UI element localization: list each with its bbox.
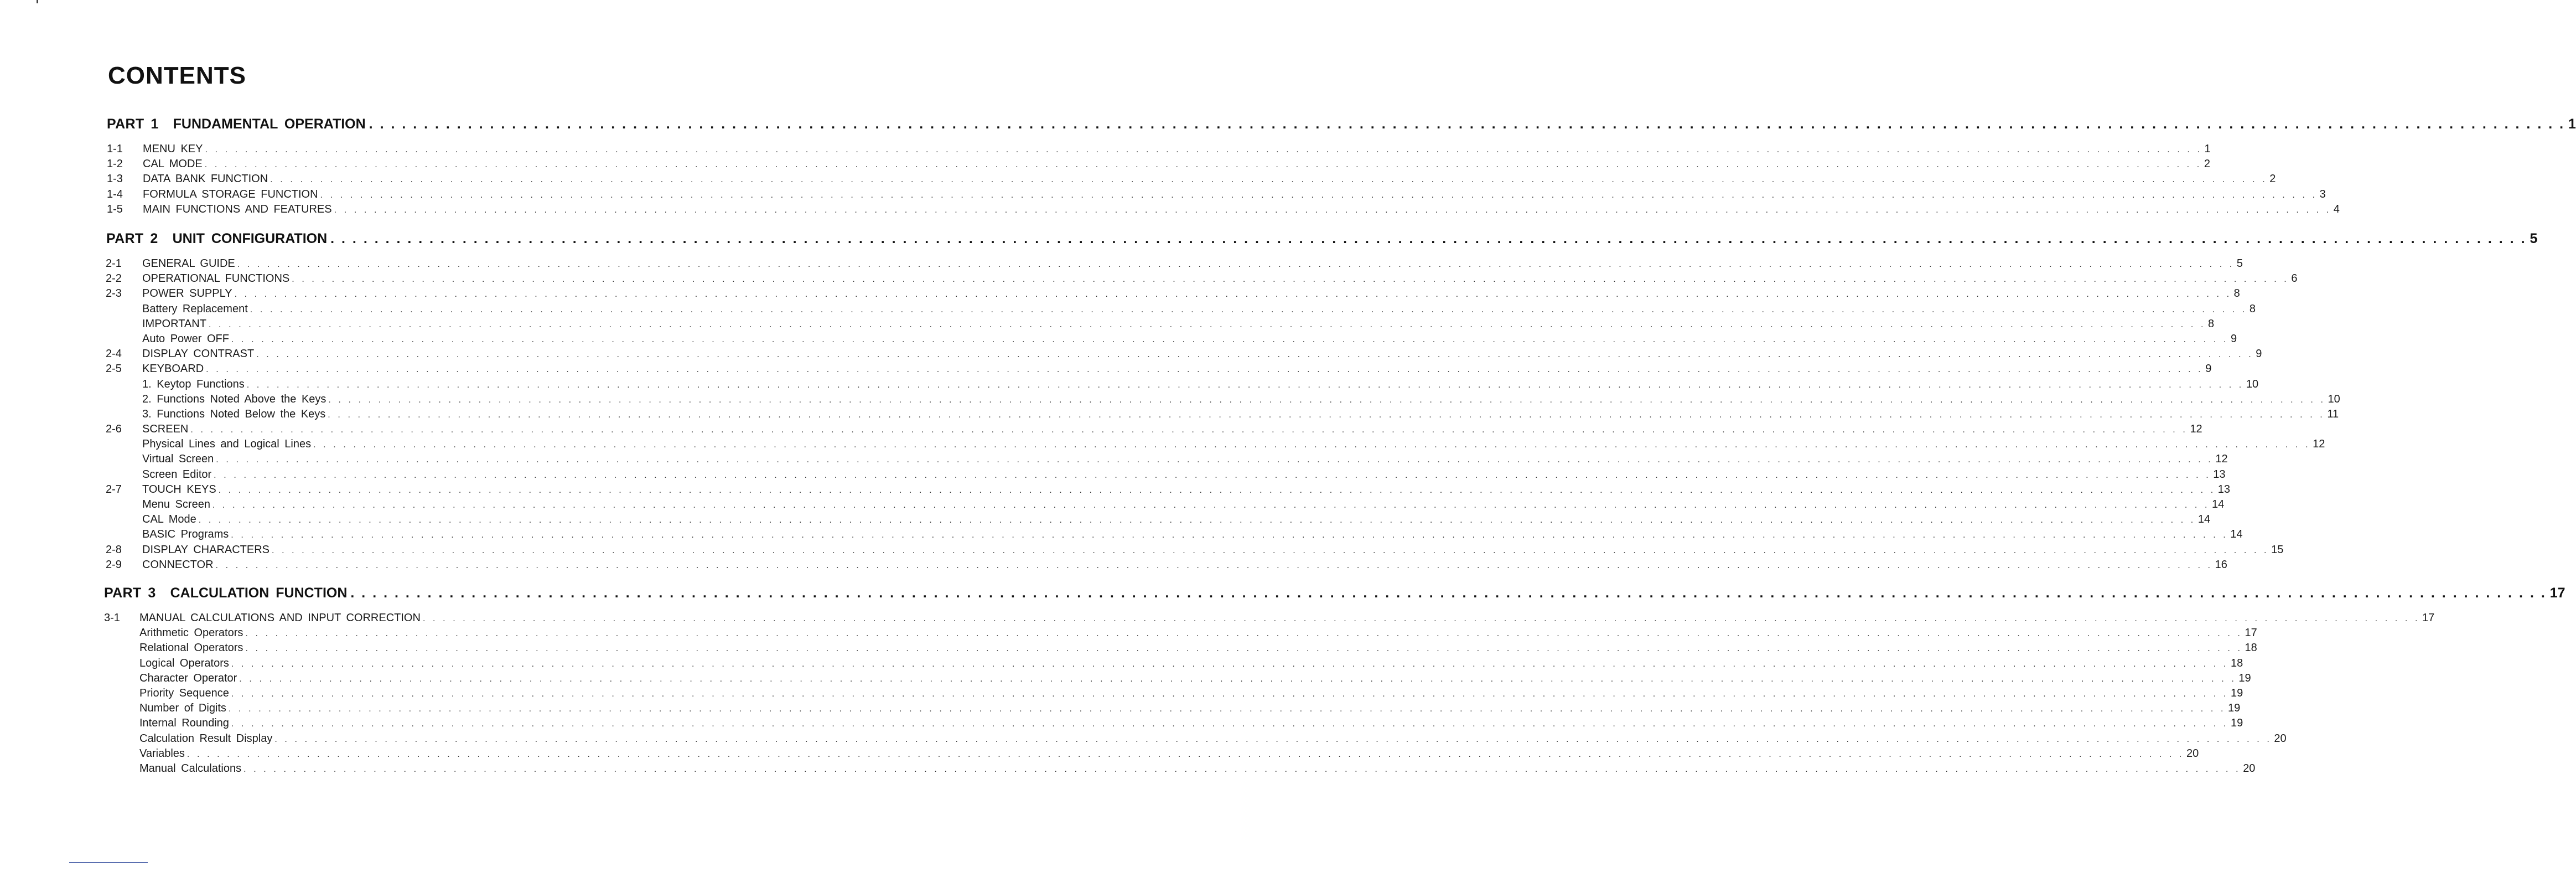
toc-entry bbox=[139, 687, 2243, 702]
entry-label: 3. Functions Noted Below the Keys bbox=[142, 407, 326, 420]
toc-entry bbox=[142, 302, 2256, 318]
toc-entry bbox=[142, 317, 2215, 333]
entry-page-number: 8 bbox=[2233, 287, 2240, 300]
dot-leader: . . . . . . . . . . . . . . . . . . . . . . . . . . . . . . . . . . . . . . . . . . . . . . . . . . . . . . . . . . . . . . . . . . . . . . . . . . . . . . . . . . . . . . . . . . . . . . . . . . . . . . . . . . . . . . . . . . . . . . . . . . . . . . . . . . . . . . . . . . . . . . . . . . . . . . . . . . . . . . . . . . . . . . . . . . . . . . . . . . . . . . . . . . . . . . . . . . . . . . . . bbox=[270, 175, 2268, 185]
dot-leader: . . . . . . . . . . . . . . . . . . . . . . . . . . . . . . . . . . . . . . . . . . . . . . . . . . . . . . . . . . . . . . . . . . . . . . . . . . . . . . . . . . . . . . . . . . . . . . . . . . . . . . . . . . . . . . . . . . . . . . . . . . . . . . . . . . . . . . . . . . . . . . . . . . . . . . . . . . . . . . . . . . . . . . . . . . . . . . . . . . . . . . . . . . . . . . . . . . . . . . . . bbox=[231, 689, 2228, 699]
section-number: 2-1 bbox=[106, 257, 122, 270]
toc-entry bbox=[142, 528, 2243, 543]
section-number: 2-9 bbox=[106, 558, 122, 571]
dot-leader: . . . . . . . . . . . . . . . . . . . . . . . . . . . . . . . . . . . . . . . . . . . . . . . . . . . . . . . . . . . . . . . . . . . . . . . . . . . . . . . . . . . . . . . . . . . . . . . . . . . . . . . . . . . . . . . . . . . . . . . . . . . . . . . . . . . . . . . . . . . . . . . . . . . . . . . . . . . . . . . . . . . . . . . . . . . . . . . . . . . . . . . . . . . . . . . . . . . . . . . . bbox=[328, 410, 2325, 420]
part-label bbox=[104, 585, 156, 601]
toc-entry bbox=[142, 332, 2237, 348]
entry-page-number: 2 bbox=[2269, 173, 2276, 185]
entry-page-number: 1 bbox=[2204, 143, 2211, 155]
entry-page-number: 2 bbox=[2204, 158, 2210, 171]
entry-label: FORMULA STORAGE FUNCTION bbox=[143, 188, 318, 200]
entry-page-number: 12 bbox=[2313, 438, 2325, 451]
entry-page-number: 17 bbox=[2245, 627, 2257, 639]
entry-page-number: 16 bbox=[2215, 558, 2227, 571]
part-label bbox=[107, 116, 159, 132]
section-number: 1-4 bbox=[107, 188, 123, 200]
entry-page-number: 4 bbox=[2333, 203, 2340, 215]
toc-entry bbox=[142, 468, 2226, 483]
toc-entry-list bbox=[0, 143, 2340, 218]
toc-entry bbox=[106, 348, 2262, 363]
toc-entry bbox=[107, 188, 2326, 203]
entry-page-number: 9 bbox=[2256, 348, 2262, 360]
entry-label: OPERATIONAL FUNCTIONS bbox=[142, 272, 290, 285]
part-word: PART bbox=[106, 231, 144, 246]
dot-leader: . . . . . . . . . . . . . . . . . . . . . . . . . . . . . . . . . . . . . . . . . . . . . . . . . . . . . . . . . . . . . . . . . . . . . . . . . . . . . . . . . . . . . . . . . . . . . . . . . . . . . . . . . . . . . . . . . . . . . . . . . . . . . . . . . . . . . . . . . . . . . . . . . . . . . . . . . . . . . . . . . . . . . . . . . . . . . . . . . . . . . . . . . . . . . . . . . . . . . . . . bbox=[214, 470, 2211, 480]
toc-entry bbox=[142, 393, 2340, 408]
entry-label: POWER SUPPLY bbox=[142, 287, 232, 300]
section-number: 2-6 bbox=[106, 423, 122, 436]
dot-leader: . . . . . . . . . . . . . . . . . . . . . . . . . . . . . . . . . . . . . . . . . . . . . . . . . . . . . . . . . . . . . . . . . . . . . . . . . . . . . . . . . . . . . . . . . . . . . . . . . . . . . . . . . . . . . . . . . . . . . . . . . . . . . . . . . . . . . . . . . . . . . . . . . . . . . . . . . . . . . . . . . . . . . . . . . . . . . . . . . . . . . . . . . . . . . . . . . . . . . . . . bbox=[186, 749, 2184, 759]
entry-page-number: 20 bbox=[2243, 762, 2256, 775]
part-page-number: 5 bbox=[2530, 231, 2538, 246]
entry-page-number: 6 bbox=[2291, 272, 2298, 285]
toc-entry bbox=[107, 173, 2276, 188]
toc-entry bbox=[106, 483, 2230, 498]
dot-leader: . . . . . . . . . . . . . . . . . . . . . . . . . . . . . . . . . . . . . . . . . . . . . . . . . . . . . . . . . . . . . . . . . . . . . . . . . . . . . . . . . . . . . . . . . . . . . . . . . . . . . . . . . . . . . . . . . . . . . . . . . . . . . . . . . . . . . . . . . . . . . . . . . . . . . . . . . . . . . . . . . . . . . . . . . . . . . . . . . . . . . . . . . . . . . . . . . . . . . . . . bbox=[231, 659, 2228, 669]
part-word: PART bbox=[107, 116, 144, 132]
entry-label: Variables bbox=[139, 747, 185, 760]
entry-label: Physical Lines and Logical Lines bbox=[142, 438, 312, 451]
entry-page-number: 19 bbox=[2230, 717, 2243, 730]
entry-page-number: 12 bbox=[2190, 423, 2202, 436]
entry-label: IMPORTANT bbox=[142, 317, 206, 330]
part-word: PART bbox=[104, 585, 142, 601]
dot-leader: . . . . . . . . . . . . . . . . . . . . . . . . . . . . . . . . . . . . . . . . . . . . . . . . . . . . . . . . . . . . . . . . . . . . . . . . . . . . . . . . . . . . . . . . . . . . . . . . . . . . . . . . . . . . . . . . . . . . . . . . . . . . . . . . . . . . . . . . . . . . . . . . . . . . . . . . . . . . . . . . . . . . . . . . . . . . . . . . . . . . . . . . . . . . . . . . . . . . . . . . bbox=[243, 764, 2241, 774]
toc-entry bbox=[104, 612, 2435, 627]
entry-page-number: 18 bbox=[2245, 642, 2257, 654]
entry-page-number: 17 bbox=[2422, 612, 2435, 624]
dot-leader: . . . . . . . . . . . . . . . . . . . . . . . . . . . . . . . . . . . . . . . . . . . . . . . . . . . . . . . . . . . . . . . . . . . . . . . . . . . . . . . . . . . . . . . . . . . . . . . . . . . . . . . . . . . . . . . . . . . . . . . . . . . . . . . . . . . . . . . . . . . . . . . . . . . . . . . . . . . . . . . . . . . . . . . . . . . . . . . . . . . . . . . . . . . . . . . . . . . . . . . . bbox=[350, 585, 2547, 601]
section-number: 1-3 bbox=[107, 173, 123, 185]
toc-entry bbox=[107, 158, 2210, 173]
dot-leader: . . . . . . . . . . . . . . . . . . . . . . . . . . . . . . . . . . . . . . . . . . . . . . . . . . . . . . . . . . . . . . . . . . . . . . . . . . . . . . . . . . . . . . . . . . . . . . . . . . . . . . . . . . . . . . . . . . . . . . . . . . . . . . . . . . . . . . . . . . . . . . . . . . . . . . . . . . . . . . . . . . . . . . . . . . . . . . . . . . . . . . . . . . . . . . . . . . . . . . . . bbox=[208, 319, 2206, 329]
dot-leader: . . . . . . . . . . . . . . . . . . . . . . . . . . . . . . . . . . . . . . . . . . . . . . . . . . . . . . . . . . . . . . . . . . . . . . . . . . . . . . . . . . . . . . . . . . . . . . . . . . . . . . . . . . . . . . . . . . . . . . . . . . . . . . . . . . . . . . . . . . . . . . . . . . . . . . . . . . . . . . . . . . . . . . . . . . . . . . . . . . . . . . . . . . . . . . . . . . . . . . . . bbox=[292, 275, 2289, 285]
toc-entry bbox=[142, 378, 2259, 393]
dot-leader: . . . . . . . . . . . . . . . . . . . . . . . . . . . . . . . . . . . . . . . . . . . . . . . . . . . . . . . . . . . . . . . . . . . . . . . . . . . . . . . . . . . . . . . . . . . . . . . . . . . . . . . . . . . . . . . . . . . . . . . . . . . . . . . . . . . . . . . . . . . . . . . . . . . . . . . . . . . . . . . . . . . . . . . . . . . . . . . . . . . . . . . . . . . . . . . . . . . . . . . . bbox=[246, 380, 2244, 390]
dot-leader: . . . . . . . . . . . . . . . . . . . . . . . . . . . . . . . . . . . . . . . . . . . . . . . . . . . . . . . . . . . . . . . . . . . . . . . . . . . . . . . . . . . . . . . . . . . . . . . . . . . . . . . . . . . . . . . . . . . . . . . . . . . . . . . . . . . . . . . . . . . . . . . . . . . . . . . . . . . . . . . . . . . . . . . . . . . . . . . . . . . . . . . . . . . . . . . . . . . . . . . . bbox=[330, 231, 2527, 246]
dot-leader: . . . . . . . . . . . . . . . . . . . . . . . . . . . . . . . . . . . . . . . . . . . . . . . . . . . . . . . . . . . . . . . . . . . . . . . . . . . . . . . . . . . . . . . . . . . . . . . . . . . . . . . . . . . . . . . . . . . . . . . . . . . . . . . . . . . . . . . . . . . . . . . . . . . . . . . . . . . . . . . . . . . . . . . . . . . . . . . . . . . . . . . . . . . . . . . . . . . . . . . . bbox=[218, 485, 2216, 495]
dot-leader: . . . . . . . . . . . . . . . . . . . . . . . . . . . . . . . . . . . . . . . . . . . . . . . . . . . . . . . . . . . . . . . . . . . . . . . . . . . . . . . . . . . . . . . . . . . . . . . . . . . . . . . . . . . . . . . . . . . . . . . . . . . . . . . . . . . . . . . . . . . . . . . . . . . . . . . . . . . . . . . . . . . . . . . . . . . . . . . . . . . . . . . . . . . . . . . . . . . . . . . . bbox=[320, 190, 2318, 200]
entry-label: Priority Sequence bbox=[139, 687, 229, 699]
dot-leader: . . . . . . . . . . . . . . . . . . . . . . . . . . . . . . . . . . . . . . . . . . . . . . . . . . . . . . . . . . . . . . . . . . . . . . . . . . . . . . . . . . . . . . . . . . . . . . . . . . . . . . . . . . . . . . . . . . . . . . . . . . . . . . . . . . . . . . . . . . . . . . . . . . . . . . . . . . . . . . . . . . . . . . . . . . . . . . . . . . . . . . . . . . . . . . . . . . . . . . . . bbox=[250, 305, 2247, 314]
dot-leader: . . . . . . . . . . . . . . . . . . . . . . . . . . . . . . . . . . . . . . . . . . . . . . . . . . . . . . . . . . . . . . . . . . . . . . . . . . . . . . . . . . . . . . . . . . . . . . . . . . . . . . . . . . . . . . . . . . . . . . . . . . . . . . . . . . . . . . . . . . . . . . . . . . . . . . . . . . . . . . . . . . . . . . . . . . . . . . . . . . . . . . . . . . . . . . . . . . . . . . . . bbox=[231, 530, 2228, 540]
toc-entry bbox=[142, 453, 2228, 468]
entry-page-number: 12 bbox=[2215, 453, 2228, 466]
entry-label: Internal Rounding bbox=[139, 717, 229, 730]
entry-page-number: 20 bbox=[2274, 732, 2287, 745]
section-number: 1-1 bbox=[107, 143, 123, 155]
entry-page-number: 8 bbox=[2249, 302, 2256, 315]
toc-entry bbox=[139, 732, 2287, 747]
dot-leader: . . . . . . . . . . . . . . . . . . . . . . . . . . . . . . . . . . . . . . . . . . . . . . . . . . . . . . . . . . . . . . . . . . . . . . . . . . . . . . . . . . . . . . . . . . . . . . . . . . . . . . . . . . . . . . . . . . . . . . . . . . . . . . . . . . . . . . . . . . . . . . . . . . . . . . . . . . . . . . . . . . . . . . . . . . . . . . . . . . . . . . . . . . . . . . . . . . . . . . . . bbox=[206, 365, 2204, 375]
dot-leader: . . . . . . . . . . . . . . . . . . . . . . . . . . . . . . . . . . . . . . . . . . . . . . . . . . . . . . . . . . . . . . . . . . . . . . . . . . . . . . . . . . . . . . . . . . . . . . . . . . . . . . . . . . . . . . . . . . . . . . . . . . . . . . . . . . . . . . . . . . . . . . . . . . . . . . . . . . . . . . . . . . . . . . . . . . . . . . . . . . . . . . . . . . . . . . . . . . . . . . . . bbox=[274, 734, 2272, 744]
section-number: 2-2 bbox=[106, 272, 122, 285]
part-number: 2 bbox=[150, 231, 158, 246]
entry-label: Battery Replacement bbox=[142, 302, 248, 315]
entry-label: SCREEN bbox=[142, 423, 189, 436]
dot-leader: . . . . . . . . . . . . . . . . . . . . . . . . . . . . . . . . . . . . . . . . . . . . . . . . . . . . . . . . . . . . . . . . . . . . . . . . . . . . . . . . . . . . . . . . . . . . . . . . . . . . . . . . . . . . . . . . . . . . . . . . . . . . . . . . . . . . . . . . . . . . . . . . . . . . . . . . . . . . . . . . . . . . . . . . . . . . . . . . . . . . . . . . . . . . . . . . . . . . . . . . bbox=[313, 440, 2311, 450]
toc-part-3 bbox=[0, 585, 2565, 777]
entry-page-number: 14 bbox=[2197, 513, 2211, 526]
dot-leader: . . . . . . . . . . . . . . . . . . . . . . . . . . . . . . . . . . . . . . . . . . . . . . . . . . . . . . . . . . . . . . . . . . . . . . . . . . . . . . . . . . . . . . . . . . . . . . . . . . . . . . . . . . . . . . . . . . . . . . . . . . . . . . . . . . . . . . . . . . . . . . . . . . . . . . . . . . . . . . . . . . . . . . . . . . . . . . . . . . . . . . . . . . . . . . . . . . . . . . . . bbox=[272, 545, 2269, 555]
entry-page-number: 14 bbox=[2212, 498, 2225, 510]
entry-label: BASIC Programs bbox=[142, 528, 229, 541]
entry-page-number: 10 bbox=[2328, 393, 2340, 405]
dot-leader: . . . . . . . . . . . . . . . . . . . . . . . . . . . . . . . . . . . . . . . . . . . . . . . . . . . . . . . . . . . . . . . . . . . . . . . . . . . . . . . . . . . . . . . . . . . . . . . . . . . . . . . . . . . . . . . . . . . . . . . . . . . . . . . . . . . . . . . . . . . . . . . . . . . . . . . . . . . . . . . . . . . . . . . . . . . . . . . . . . . . . . . . . . . . . . . . . . . . . . . . bbox=[204, 160, 2202, 170]
entry-page-number: 13 bbox=[2213, 468, 2226, 481]
toc-entry bbox=[142, 498, 2225, 513]
entry-label: CAL Mode bbox=[142, 513, 196, 526]
entry-page-number: 15 bbox=[2271, 543, 2284, 556]
toc-entry bbox=[139, 642, 2257, 657]
part-title: UNIT CONFIGURATION bbox=[172, 231, 328, 246]
dot-leader: . . . . . . . . . . . . . . . . . . . . . . . . . . . . . . . . . . . . . . . . . . . . . . . . . . . . . . . . . . . . . . . . . . . . . . . . . . . . . . . . . . . . . . . . . . . . . . . . . . . . . . . . . . . . . . . . . . . . . . . . . . . . . . . . . . . . . . . . . . . . . . . . . . . . . . . . . . . . . . . . . . . . . . . . . . . . . . . . . . . . . . . . . . . . . . . . . . . . . . . . bbox=[231, 334, 2229, 344]
part-heading bbox=[106, 231, 2538, 253]
part-page-number: 1 bbox=[2568, 116, 2576, 132]
entry-label: GENERAL GUIDE bbox=[142, 257, 235, 270]
section-number: 3-1 bbox=[104, 612, 120, 624]
entry-label: MANUAL CALCULATIONS AND INPUT CORRECTION bbox=[139, 612, 421, 624]
dot-leader: . . . . . . . . . . . . . . . . . . . . . . . . . . . . . . . . . . . . . . . . . . . . . . . . . . . . . . . . . . . . . . . . . . . . . . . . . . . . . . . . . . . . . . . . . . . . . . . . . . . . . . . . . . . . . . . . . . . . . . . . . . . . . . . . . . . . . . . . . . . . . . . . . . . . . . . . . . . . . . . . . . . . . . . . . . . . . . . . . . . . . . . . . . . . . . . . . . . . . . . . bbox=[256, 350, 2254, 360]
toc-entry bbox=[106, 423, 2202, 438]
toc-entry-list bbox=[0, 257, 2340, 574]
part-page-number: 17 bbox=[2549, 585, 2565, 601]
entry-page-number: 19 bbox=[2230, 687, 2243, 699]
dot-leader: . . . . . . . . . . . . . . . . . . . . . . . . . . . . . . . . . . . . . . . . . . . . . . . . . . . . . . . . . . . . . . . . . . . . . . . . . . . . . . . . . . . . . . . . . . . . . . . . . . . . . . . . . . . . . . . . . . . . . . . . . . . . . . . . . . . . . . . . . . . . . . . . . . . . . . . . . . . . . . . . . . . . . . . . . . . . . . . . . . . . . . . . . . . . . . . . . . . . . . . . bbox=[239, 674, 2237, 684]
entry-label: MENU KEY bbox=[143, 143, 203, 155]
entry-label: Number of Digits bbox=[139, 702, 226, 715]
entry-label: Manual Calculations bbox=[139, 762, 242, 775]
entry-page-number: 18 bbox=[2230, 657, 2243, 669]
entry-page-number: 13 bbox=[2217, 483, 2230, 496]
dot-leader: . . . . . . . . . . . . . . . . . . . . . . . . . . . . . . . . . . . . . . . . . . . . . . . . . . . . . . . . . . . . . . . . . . . . . . . . . . . . . . . . . . . . . . . . . . . . . . . . . . . . . . . . . . . . . . . . . . . . . . . . . . . . . . . . . . . . . . . . . . . . . . . . . . . . . . . . . . . . . . . . . . . . . . . . . . . . . . . . . . . . . . . . . . . . . . . . . . . . . . . . bbox=[245, 644, 2243, 654]
toc-entry bbox=[139, 672, 2251, 687]
toc-entry bbox=[139, 717, 2243, 732]
entry-page-number: 9 bbox=[2231, 332, 2237, 345]
entry-page-number: 5 bbox=[2236, 257, 2243, 270]
entry-label: MAIN FUNCTIONS AND FEATURES bbox=[143, 203, 332, 215]
toc-entry bbox=[139, 657, 2243, 672]
entry-label: DATA BANK FUNCTION bbox=[143, 173, 268, 185]
entry-label: DISPLAY CONTRAST bbox=[142, 348, 255, 360]
section-number: 2-3 bbox=[106, 287, 122, 300]
dot-leader: . . . . . . . . . . . . . . . . . . . . . . . . . . . . . . . . . . . . . . . . . . . . . . . . . . . . . . . . . . . . . . . . . . . . . . . . . . . . . . . . . . . . . . . . . . . . . . . . . . . . . . . . . . . . . . . . . . . . . . . . . . . . . . . . . . . . . . . . . . . . . . . . . . . . . . . . . . . . . . . . . . . . . . . . . . . . . . . . . . . . . . . . . . . . . . . . . . . . . . . . bbox=[198, 515, 2196, 525]
entry-label: 2. Functions Noted Above the Keys bbox=[142, 393, 326, 405]
toc-entry bbox=[106, 363, 2212, 378]
entry-label: 1. Keytop Functions bbox=[142, 378, 245, 390]
entry-label: TOUCH KEYS bbox=[142, 483, 216, 496]
part-heading bbox=[104, 585, 2565, 607]
footer-rule bbox=[69, 862, 148, 863]
part-number: 3 bbox=[148, 585, 156, 601]
dot-leader: . . . . . . . . . . . . . . . . . . . . . . . . . . . . . . . . . . . . . . . . . . . . . . . . . . . . . . . . . . . . . . . . . . . . . . . . . . . . . . . . . . . . . . . . . . . . . . . . . . . . . . . . . . . . . . . . . . . . . . . . . . . . . . . . . . . . . . . . . . . . . . . . . . . . . . . . . . . . . . . . . . . . . . . . . . . . . . . . . . . . . . . . . . . . . . . . . . . . . . . . bbox=[212, 501, 2210, 510]
section-number: 2-7 bbox=[106, 483, 122, 496]
dot-leader: . . . . . . . . . . . . . . . . . . . . . . . . . . . . . . . . . . . . . . . . . . . . . . . . . . . . . . . . . . . . . . . . . . . . . . . . . . . . . . . . . . . . . . . . . . . . . . . . . . . . . . . . . . . . . . . . . . . . . . . . . . . . . . . . . . . . . . . . . . . . . . . . . . . . . . . . . . . . . . . . . . . . . . . . . . . . . . . . . . . . . . . . . . . . . . . . . . . . . . . . bbox=[216, 455, 2214, 465]
dot-leader: . . . . . . . . . . . . . . . . . . . . . . . . . . . . . . . . . . . . . . . . . . . . . . . . . . . . . . . . . . . . . . . . . . . . . . . . . . . . . . . . . . . . . . . . . . . . . . . . . . . . . . . . . . . . . . . . . . . . . . . . . . . . . . . . . . . . . . . . . . . . . . . . . . . . . . . . . . . . . . . . . . . . . . . . . . . . . . . . . . . . . . . . . . . . . . . . . . . . . . . . bbox=[205, 145, 2202, 154]
toc-entry bbox=[106, 558, 2227, 574]
entry-page-number: 10 bbox=[2246, 378, 2259, 390]
toc-entry bbox=[107, 143, 2211, 158]
entry-label: Calculation Result Display bbox=[139, 732, 273, 745]
section-number: 2-8 bbox=[106, 543, 122, 556]
toc-part-2 bbox=[0, 231, 2538, 574]
toc-entry bbox=[106, 543, 2284, 559]
entry-page-number: 11 bbox=[2327, 407, 2339, 420]
entry-label: Arithmetic Operators bbox=[139, 627, 243, 639]
dot-leader: . . . . . . . . . . . . . . . . . . . . . . . . . . . . . . . . . . . . . . . . . . . . . . . . . . . . . . . . . . . . . . . . . . . . . . . . . . . . . . . . . . . . . . . . . . . . . . . . . . . . . . . . . . . . . . . . . . . . . . . . . . . . . . . . . . . . . . . . . . . . . . . . . . . . . . . . . . . . . . . . . . . . . . . . . . . . . . . . . . . . . . . . . . . . . . . . . . . . . . . . bbox=[190, 425, 2188, 435]
entry-page-number: 9 bbox=[2205, 363, 2212, 375]
entry-label: Logical Operators bbox=[139, 657, 229, 669]
dot-leader: . . . . . . . . . . . . . . . . . . . . . . . . . . . . . . . . . . . . . . . . . . . . . . . . . . . . . . . . . . . . . . . . . . . . . . . . . . . . . . . . . . . . . . . . . . . . . . . . . . . . . . . . . . . . . . . . . . . . . . . . . . . . . . . . . . . . . . . . . . . . . . . . . . . . . . . . . . . . . . . . . . . . . . . . . . . . . . . . . . . . . . . . . . . . . . . . . . . . . . . . bbox=[328, 395, 2326, 405]
part-heading bbox=[107, 116, 2576, 138]
part-title: CALCULATION FUNCTION bbox=[170, 585, 348, 601]
page-title: CONTENTS bbox=[108, 62, 246, 89]
entry-page-number: 14 bbox=[2230, 528, 2243, 541]
dot-leader: . . . . . . . . . . . . . . . . . . . . . . . . . . . . . . . . . . . . . . . . . . . . . . . . . . . . . . . . . . . . . . . . . . . . . . . . . . . . . . . . . . . . . . . . . . . . . . . . . . . . . . . . . . . . . . . . . . . . . . . . . . . . . . . . . . . . . . . . . . . . . . . . . . . . . . . . . . . . . . . . . . . . . . . . . . . . . . . . . . . . . . . . . . . . . . . . . . . . . . . . bbox=[369, 116, 2565, 132]
toc-entry bbox=[142, 438, 2325, 453]
section-number: 1-2 bbox=[107, 158, 123, 171]
toc-entry bbox=[106, 257, 2243, 272]
toc-entry-list bbox=[0, 612, 2435, 777]
toc-entry bbox=[139, 702, 2241, 717]
dot-leader: . . . . . . . . . . . . . . . . . . . . . . . . . . . . . . . . . . . . . . . . . . . . . . . . . . . . . . . . . . . . . . . . . . . . . . . . . . . . . . . . . . . . . . . . . . . . . . . . . . . . . . . . . . . . . . . . . . . . . . . . . . . . . . . . . . . . . . . . . . . . . . . . . . . . . . . . . . . . . . . . . . . . . . . . . . . . . . . . . . . . . . . . . . . . . . . . . . . . . . . . bbox=[231, 719, 2228, 729]
entry-page-number: 20 bbox=[2186, 747, 2199, 760]
dot-leader: . . . . . . . . . . . . . . . . . . . . . . . . . . . . . . . . . . . . . . . . . . . . . . . . . . . . . . . . . . . . . . . . . . . . . . . . . . . . . . . . . . . . . . . . . . . . . . . . . . . . . . . . . . . . . . . . . . . . . . . . . . . . . . . . . . . . . . . . . . . . . . . . . . . . . . . . . . . . . . . . . . . . . . . . . . . . . . . . . . . . . . . . . . . . . . . . . . . . . . . . bbox=[215, 560, 2213, 570]
dot-leader: . . . . . . . . . . . . . . . . . . . . . . . . . . . . . . . . . . . . . . . . . . . . . . . . . . . . . . . . . . . . . . . . . . . . . . . . . . . . . . . . . . . . . . . . . . . . . . . . . . . . . . . . . . . . . . . . . . . . . . . . . . . . . . . . . . . . . . . . . . . . . . . . . . . . . . . . . . . . . . . . . . . . . . . . . . . . . . . . . . . . . . . . . . . . . . . . . . . . . . . . bbox=[228, 704, 2226, 714]
entry-page-number: 19 bbox=[2238, 672, 2251, 684]
toc-entry bbox=[139, 627, 2257, 642]
entry-label: Auto Power OFF bbox=[142, 332, 229, 345]
part-label bbox=[106, 231, 158, 247]
entry-label: CONNECTOR bbox=[142, 558, 214, 571]
toc-entry bbox=[106, 287, 2240, 302]
dot-leader: . . . . . . . . . . . . . . . . . . . . . . . . . . . . . . . . . . . . . . . . . . . . . . . . . . . . . . . . . . . . . . . . . . . . . . . . . . . . . . . . . . . . . . . . . . . . . . . . . . . . . . . . . . . . . . . . . . . . . . . . . . . . . . . . . . . . . . . . . . . . . . . . . . . . . . . . . . . . . . . . . . . . . . . . . . . . . . . . . . . . . . . . . . . . . . . . . . . . . . . . bbox=[334, 205, 2331, 215]
part-title: FUNDAMENTAL OPERATION bbox=[173, 116, 366, 132]
dot-leader: . . . . . . . . . . . . . . . . . . . . . . . . . . . . . . . . . . . . . . . . . . . . . . . . . . . . . . . . . . . . . . . . . . . . . . . . . . . . . . . . . . . . . . . . . . . . . . . . . . . . . . . . . . . . . . . . . . . . . . . . . . . . . . . . . . . . . . . . . . . . . . . . . . . . . . . . . . . . . . . . . . . . . . . . . . . . . . . . . . . . . . . . . . . . . . . . . . . . . . . . bbox=[234, 290, 2232, 300]
entry-page-number: 19 bbox=[2228, 702, 2241, 715]
toc-entry bbox=[142, 407, 2339, 423]
part-number: 1 bbox=[151, 116, 159, 132]
entry-label: Relational Operators bbox=[139, 642, 243, 654]
toc-part-1 bbox=[0, 116, 2576, 218]
dot-leader: . . . . . . . . . . . . . . . . . . . . . . . . . . . . . . . . . . . . . . . . . . . . . . . . . . . . . . . . . . . . . . . . . . . . . . . . . . . . . . . . . . . . . . . . . . . . . . . . . . . . . . . . . . . . . . . . . . . . . . . . . . . . . . . . . . . . . . . . . . . . . . . . . . . . . . . . . . . . . . . . . . . . . . . . . . . . . . . . . . . . . . . . . . . . . . . . . . . . . . . . bbox=[237, 260, 2235, 269]
entry-page-number: 3 bbox=[2319, 188, 2326, 200]
entry-page-number: 8 bbox=[2208, 317, 2215, 330]
entry-label: Character Operator bbox=[139, 672, 237, 684]
toc-entry bbox=[106, 272, 2298, 287]
toc-entry bbox=[142, 513, 2211, 528]
section-number: 2-5 bbox=[106, 363, 122, 375]
entry-label: Screen Editor bbox=[142, 468, 212, 481]
section-number: 2-4 bbox=[106, 348, 122, 360]
dot-leader: . . . . . . . . . . . . . . . . . . . . . . . . . . . . . . . . . . . . . . . . . . . . . . . . . . . . . . . . . . . . . . . . . . . . . . . . . . . . . . . . . . . . . . . . . . . . . . . . . . . . . . . . . . . . . . . . . . . . . . . . . . . . . . . . . . . . . . . . . . . . . . . . . . . . . . . . . . . . . . . . . . . . . . . . . . . . . . . . . . . . . . . . . . . . . . . . . . . . . . . . bbox=[422, 614, 2420, 623]
entry-label: KEYBOARD bbox=[142, 363, 204, 375]
dot-leader: . . . . . . . . . . . . . . . . . . . . . . . . . . . . . . . . . . . . . . . . . . . . . . . . . . . . . . . . . . . . . . . . . . . . . . . . . . . . . . . . . . . . . . . . . . . . . . . . . . . . . . . . . . . . . . . . . . . . . . . . . . . . . . . . . . . . . . . . . . . . . . . . . . . . . . . . . . . . . . . . . . . . . . . . . . . . . . . . . . . . . . . . . . . . . . . . . . . . . . . . bbox=[245, 629, 2243, 639]
scan-mark bbox=[37, 0, 38, 3]
toc-entry bbox=[139, 762, 2256, 777]
entry-label: Menu Screen bbox=[142, 498, 210, 510]
toc-entry bbox=[107, 203, 2340, 218]
section-number: 1-5 bbox=[107, 203, 123, 215]
entry-label: CAL MODE bbox=[143, 158, 203, 171]
toc-entry bbox=[139, 747, 2199, 762]
entry-label: DISPLAY CHARACTERS bbox=[142, 543, 269, 556]
entry-label: Virtual Screen bbox=[142, 453, 214, 466]
